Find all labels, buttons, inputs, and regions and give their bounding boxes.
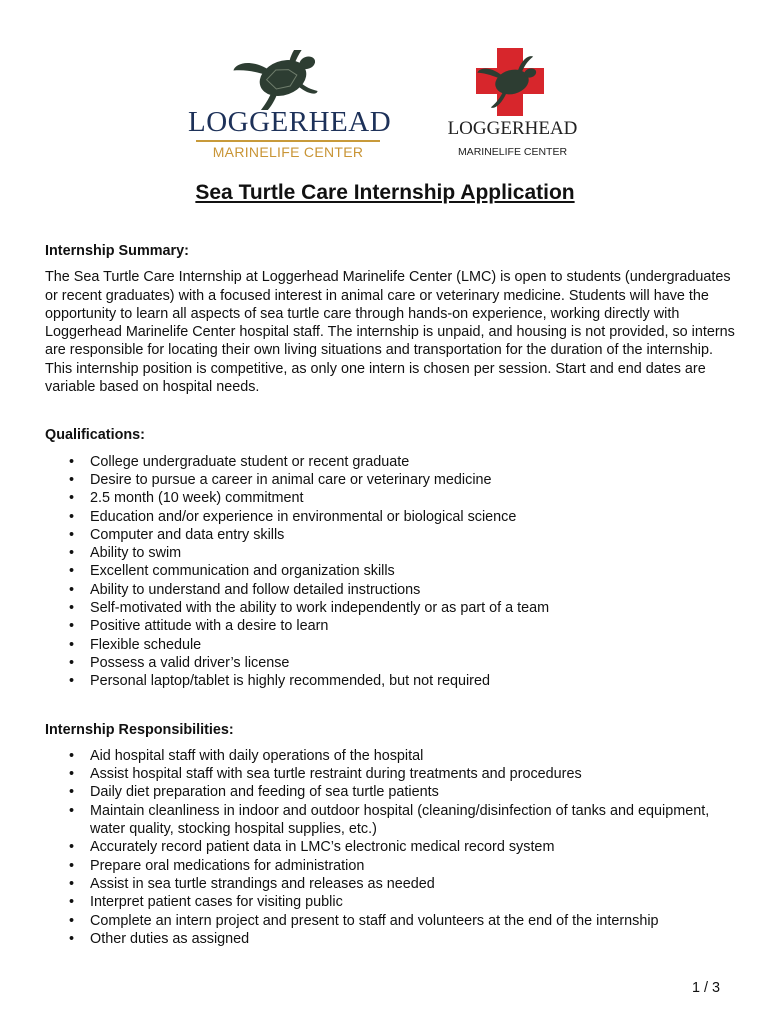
list-item: • Assist in sea turtle strandings and releases as needed (90, 875, 735, 893)
list-item: • Computer and data entry skills (90, 526, 735, 544)
responsibilities-heading: Internship Responsibilities: (45, 721, 234, 738)
logo-wordmark: LOGGERHEAD (188, 106, 392, 138)
logo-wordmark: LOGGERHEAD (447, 118, 578, 139)
list-item: • Assist hospital staff with sea turtle restraint during treatments and procedures (90, 765, 735, 783)
page-number: 1 / 3 (691, 980, 720, 996)
list-item: • Flexible schedule (90, 636, 735, 654)
qualifications-heading: Qualifications: (45, 427, 145, 444)
list-item: • Interpret patient cases for visiting public (90, 893, 735, 911)
list-item: • Complete an intern project and present to staff and volunteers at the end of the internship (90, 912, 735, 930)
logo-subtitle: MARINELIFE CENTER (457, 146, 568, 158)
list-item: • Ability to swim (90, 544, 735, 562)
list-item: • Accurately record patient data in LMC’s electronic medical record system (90, 838, 735, 856)
list-item: • 2.5 month (10 week) commitment (90, 489, 735, 507)
logo-subtitle: MARINELIFE CENTER (212, 144, 364, 160)
list-item: • Personal laptop/tablet is highly recommended, but not required (90, 672, 735, 690)
qualifications-list (45, 453, 735, 691)
red-cross-icon (440, 44, 585, 118)
qualifications-section (45, 426, 735, 690)
list-item: • Self-motivated with the ability to work independently or as part of a team (90, 599, 735, 617)
list-item: • Positive attitude with a desire to learn (90, 617, 735, 635)
lmc-logo-red-cross (440, 44, 585, 160)
list-item: • Ability to understand and follow detailed instructions (90, 581, 735, 599)
list-item: • Excellent communication and organization skills (90, 562, 735, 580)
lmc-logo-gold (188, 50, 392, 162)
list-item: • Education and/or experience in environmental or biological science (90, 508, 735, 526)
list-item: • Prepare oral medications for administration (90, 857, 735, 875)
list-item: • Aid hospital staff with daily operations of the hospital (90, 747, 735, 765)
page-title: Sea Turtle Care Internship Application (195, 181, 575, 204)
sea-turtle-icon (188, 50, 388, 110)
document-body (45, 242, 735, 948)
list-item: • Maintain cleanliness in indoor and outdoor hospital (cleaning/disinfection of tanks and equipment, water quality, stocking hospital supplies, etc.) (90, 802, 735, 839)
list-item: • Other duties as assigned (90, 930, 735, 948)
summary-heading: Internship Summary: (45, 243, 189, 259)
list-item: • Possess a valid driver’s license (90, 654, 735, 672)
responsibilities-list (45, 747, 735, 948)
summary-paragraph: The Sea Turtle Care Internship at Loggerhead Marinelife Center (LMC) is open to students (undergraduates or recent graduates) with a focused interest in animal care or veterinary medicine. Students will have the opportunity to learn all aspects of sea turtle care through hands-on experience, working directly with Loggerhead Marinelife Center hospital staff. The internship is unpaid, and housing is not provided, so interns are responsible for locating their own living situations and transportation for the duration of the internship. This internship position is competitive, as only one intern is chosen per session. Start and end dates are variable based on hospital needs. (45, 269, 735, 396)
responsibilities-section (45, 721, 735, 949)
summary-section (45, 242, 735, 396)
list-item: • College undergraduate student or recent graduate (90, 453, 735, 471)
list-item: • Daily diet preparation and feeding of sea turtle patients (90, 783, 735, 801)
list-item: • Desire to pursue a career in animal care or veterinary medicine (90, 471, 735, 489)
logo-divider (196, 140, 380, 142)
